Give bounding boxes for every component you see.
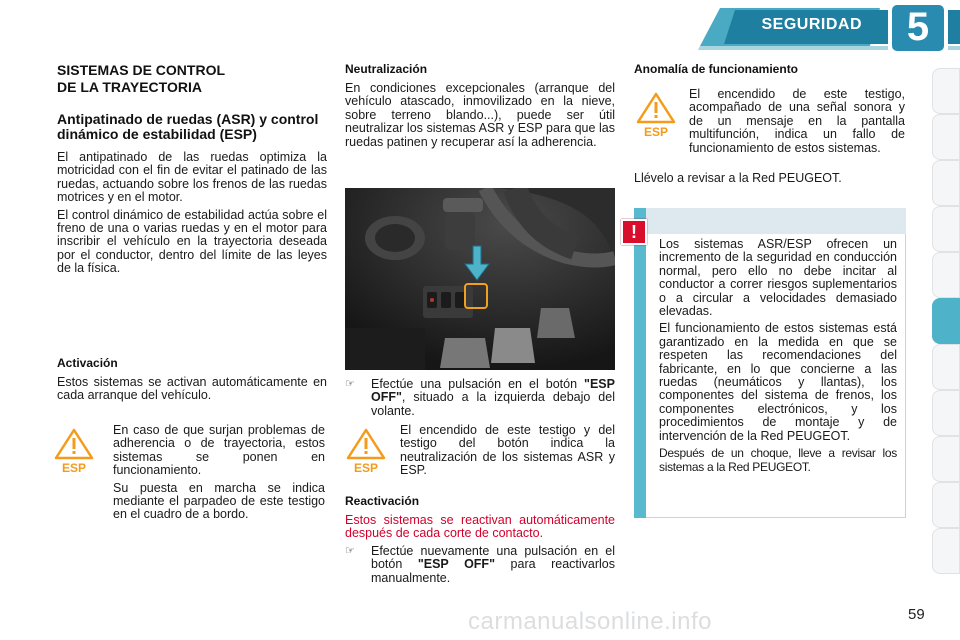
paragraph: El encendido de este testigo y del testigo del botón indica la neutralización de los sistemas ASR y ESP. xyxy=(400,423,615,478)
neutralizacion-heading: Neutralización xyxy=(345,62,428,76)
note-content xyxy=(659,238,897,478)
reactivacion-red-text: Estos sistemas se reactivan automáticamente después de cada corte de contacto. xyxy=(345,513,615,541)
pointer-bullet-icon: ☞ xyxy=(345,544,355,557)
side-tab-active[interactable] xyxy=(932,298,960,344)
step-text: , situado a la izquierda debajo del volante. xyxy=(371,390,615,418)
note-paragraph: El funcionamiento de estos sistemas está garantizado en la medida en que se respeten las recomendaciones del fabricante, en lo que concierne a las ruedas (neumáticos y llantas), los componentes del sistema de frenos, los componentes electrónicos, y los procedimientos de montaje y de intervención de la Red PEUGEOT. xyxy=(659,321,897,443)
chapter-number: 5 xyxy=(906,5,930,49)
esp-off-label: "ESP OFF" xyxy=(371,377,615,405)
side-tab[interactable] xyxy=(932,160,960,206)
note-paragraph: Los sistemas ASR/ESP ofrecen un incremento de la seguridad en conducción normal, pero ello no debe incitar al conductor a correr riesgos suplementarios o a circular a velocidades demasiado elevadas. xyxy=(659,237,897,319)
note-header-band xyxy=(646,208,906,234)
side-tab[interactable] xyxy=(932,206,960,252)
column-1 xyxy=(57,62,327,280)
section-title: SEGURIDAD xyxy=(761,16,862,33)
side-tab[interactable] xyxy=(932,114,960,160)
paragraph: Su puesta en marcha se indica mediante el parpadeo de este testigo en el cuadro de a bordo. xyxy=(113,480,325,522)
esp-warning-icon xyxy=(346,428,386,474)
paragraph: El encendido de este testigo, acompañado de una señal sonora y de un mensaje en la pantalla multifunción, indica un fallo de funcionamiento de estos sistemas. xyxy=(689,87,905,155)
step-1 xyxy=(345,378,615,418)
exclamation-icon: ! xyxy=(621,219,647,245)
col2-warning-note xyxy=(400,424,615,482)
side-tab[interactable] xyxy=(932,436,960,482)
page-number: 59 xyxy=(908,606,925,623)
pointer-bullet-icon: ☞ xyxy=(345,378,355,390)
paragraph: Llévelo a revisar a la Red PEUGEOT. xyxy=(634,171,842,185)
esp-warning-icon xyxy=(54,428,94,474)
side-tab[interactable] xyxy=(932,344,960,390)
warning-label: ESP xyxy=(353,461,379,474)
side-tab[interactable] xyxy=(932,528,960,574)
section-heading-2: DE LA TRAYECTORIA xyxy=(57,79,202,95)
anomalia-warning-note xyxy=(689,88,905,159)
section-heading: SISTEMAS DE CONTROL xyxy=(57,62,226,78)
side-tab[interactable] xyxy=(932,390,960,436)
warning-label: ESP xyxy=(61,461,87,474)
col1-warning-note xyxy=(113,424,325,526)
step-text: Efectúe una pulsación en el botón xyxy=(371,377,585,391)
activacion-heading: Activación xyxy=(57,356,118,370)
side-tab[interactable] xyxy=(932,68,960,114)
paragraph: En condiciones excepcionales (arranque del vehículo atascado, inmovilizado en la nieve, sobre terreno blando...), puede ser útil neutralizar los sistemas ASR y ESP para que las ruedas patinen y recuperar así la adherencia. xyxy=(345,81,615,149)
paragraph: En caso de que surjan problemas de adherencia o de trayectoria, estos sistemas se ponen en funcionamiento. xyxy=(113,423,325,478)
column-2 xyxy=(345,62,615,153)
step-2 xyxy=(345,545,615,585)
dashboard-photo xyxy=(345,188,615,370)
esp-off-label: "ESP OFF" xyxy=(417,557,495,572)
note-accent-strip xyxy=(634,208,646,518)
esp-warning-icon xyxy=(636,92,676,138)
side-tab[interactable] xyxy=(932,252,960,298)
side-tab[interactable] xyxy=(932,482,960,528)
activacion-block xyxy=(57,356,327,407)
paragraph: El control dinámico de estabilidad actúa sobre el freno de una o varias ruedas y en el motor para inscribir el vehículo en la trayectoria deseada por el conductor, dentro del límite de las leyes de la física. xyxy=(57,207,327,276)
anomalia-heading-block xyxy=(634,62,904,76)
paragraph: El antipatinado de las ruedas optimiza la motricidad con el fin de evitar el patinado de las ruedas, actuando sobre los frenos de las ruedas motrices y en el motor. xyxy=(57,150,327,205)
subsection-heading: Antipatinado de ruedas (ASR) y control dinámico de estabilidad (ESP) xyxy=(57,111,319,142)
note-paragraph: Después de un choque, lleve a revisar los sistemas a la Red PEUGEOT. xyxy=(659,446,897,474)
anomalia-heading: Anomalía de funcionamiento xyxy=(634,62,799,76)
anomalia-text-block xyxy=(634,172,904,189)
warning-label: ESP xyxy=(643,125,669,138)
reactivacion-block xyxy=(345,494,615,585)
activacion-text: Estos sistemas se activan automáticamente en cada arranque del vehículo. xyxy=(57,375,327,403)
watermark: carmanualsonline.info xyxy=(468,608,712,635)
step-text: Efectúe nuevamente una pulsación en el botón xyxy=(371,543,615,572)
reactivacion-heading: Reactivación xyxy=(345,494,420,508)
step-text: para reactivarlos manualmente. xyxy=(371,557,615,585)
